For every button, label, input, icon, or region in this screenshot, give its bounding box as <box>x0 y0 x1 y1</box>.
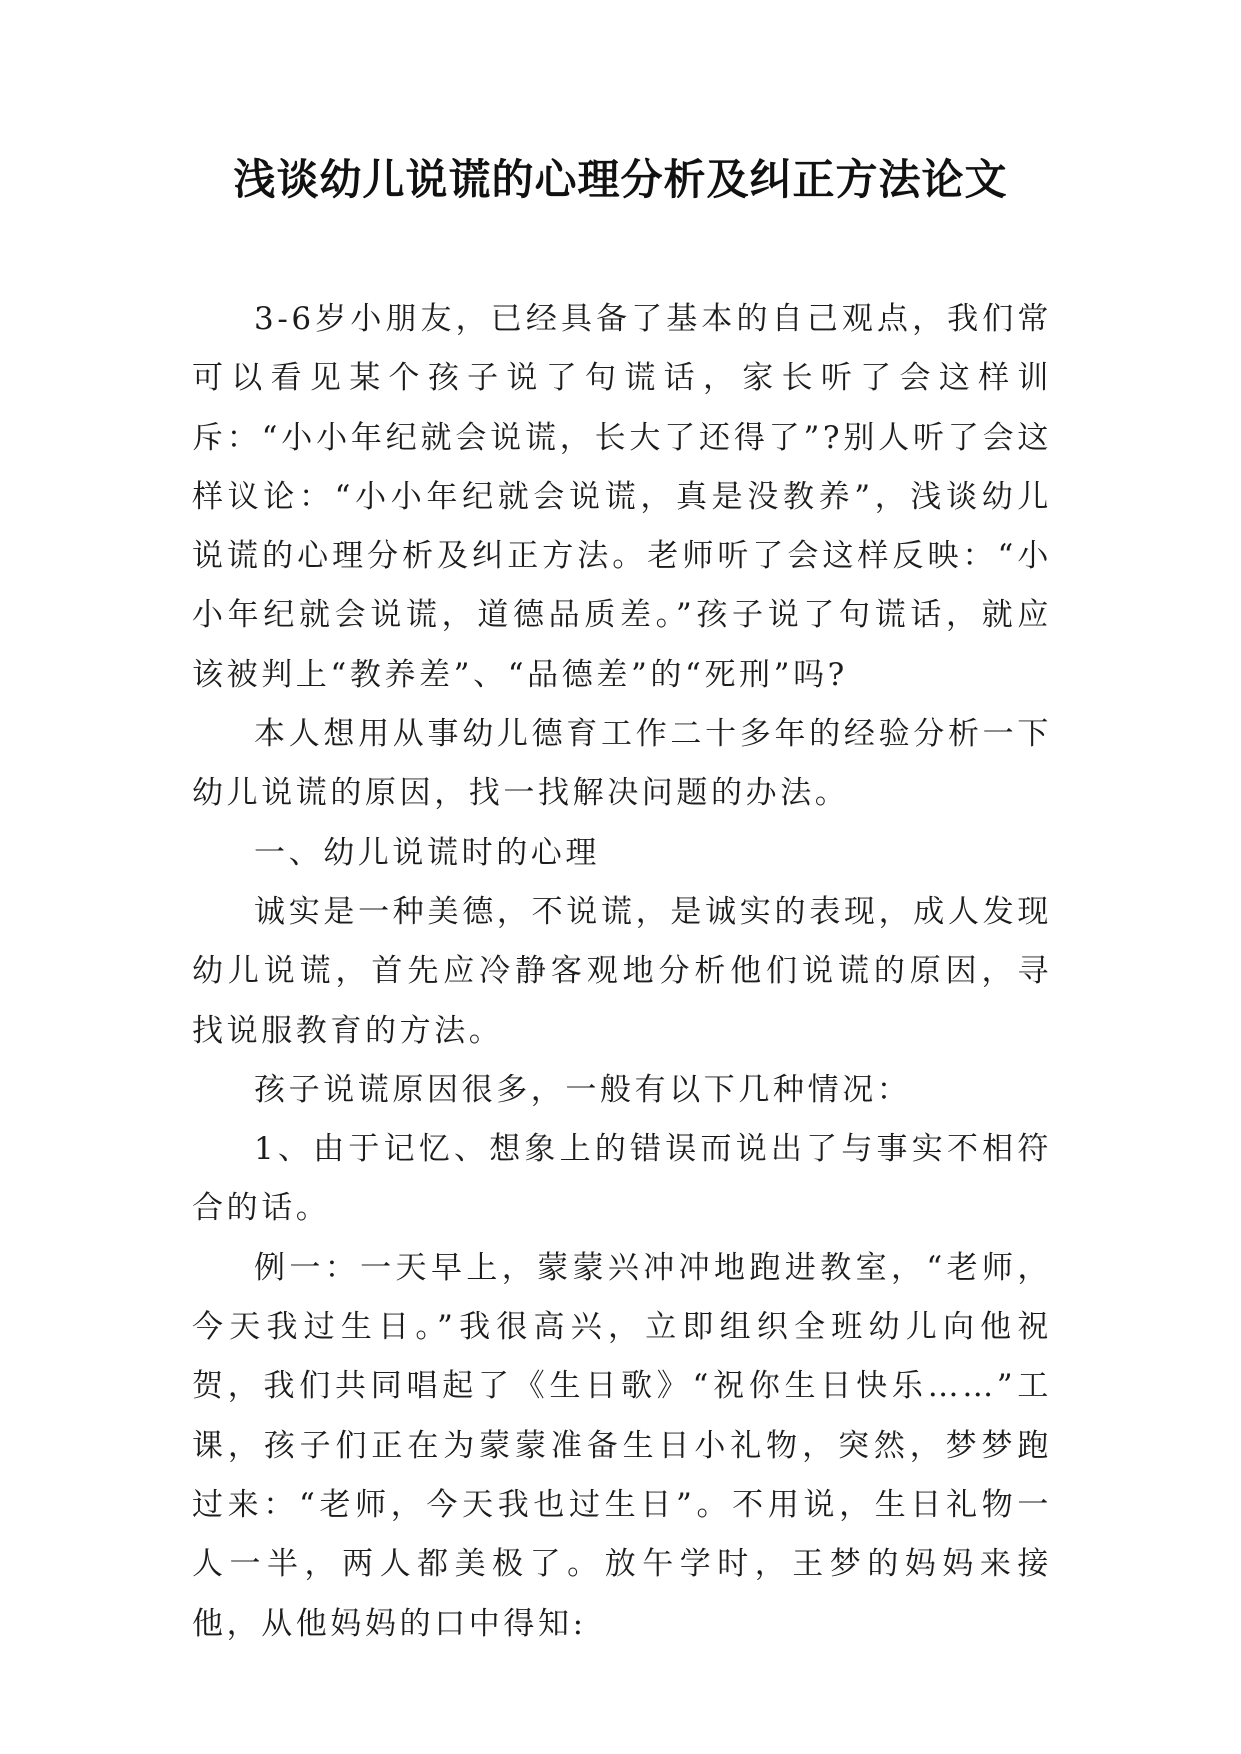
document-title: 浅谈幼儿说谎的心理分析及纠正方法论文 <box>233 155 1008 204</box>
paragraph-reasons: 孩子说谎原因很多，一般有以下几种情况： <box>254 1071 912 1108</box>
list-item-1: 1、由于记忆、想象上的错误而说出了与事实不相符合的话。 <box>192 1131 1052 1227</box>
paragraph-example-1: 例一：一天早上，蒙蒙兴冲冲地跑进教室，“老师，今天我过生日。”我很高兴，立即组织全班幼儿向他祝贺，我们共同唱起了《生日歌》“祝你生日快乐……”工课，孩子们正在为蒙蒙准备生日小礼物，突然，梦梦跑过来：“老师，今天我也过生日”。不用说，生日礼物一人一半，两人都美极了。放午学时，王梦的妈妈来接他，从他妈妈的口中得知: <box>192 1249 1052 1642</box>
paragraph-honesty: 诚实是一种美德，不说谎，是诚实的表现，成人发现幼儿说谎，首先应冷静客观地分析他们说谎的原因，寻找说服教育的方法。 <box>192 893 1052 1049</box>
paragraph-intro: 3-6岁小朋友，已经具备了基本的自己观点，我们常可以看见某个孩子说了句谎话，家长听了会这样训斥：“小小年纪就会说谎，长大了还得了”?别人听了会这样议论：“小小年纪就会说谎，真是没教养”，浅谈幼儿说谎的心理分析及纠正方法。老师听了会这样反映：“小小年纪就会说谎，道德品质差。”孩子说了句谎话，就应该被判上“教养差”、“品德差”的“死刑”吗? <box>192 301 1052 693</box>
section-heading-1: 一、幼儿说谎时的心理 <box>254 834 600 871</box>
document-body <box>192 290 1052 1654</box>
paragraph-purpose: 本人想用从事幼儿德育工作二十多年的经验分析一下幼儿说谎的原因，找一找解决问题的办法。 <box>192 716 1052 812</box>
